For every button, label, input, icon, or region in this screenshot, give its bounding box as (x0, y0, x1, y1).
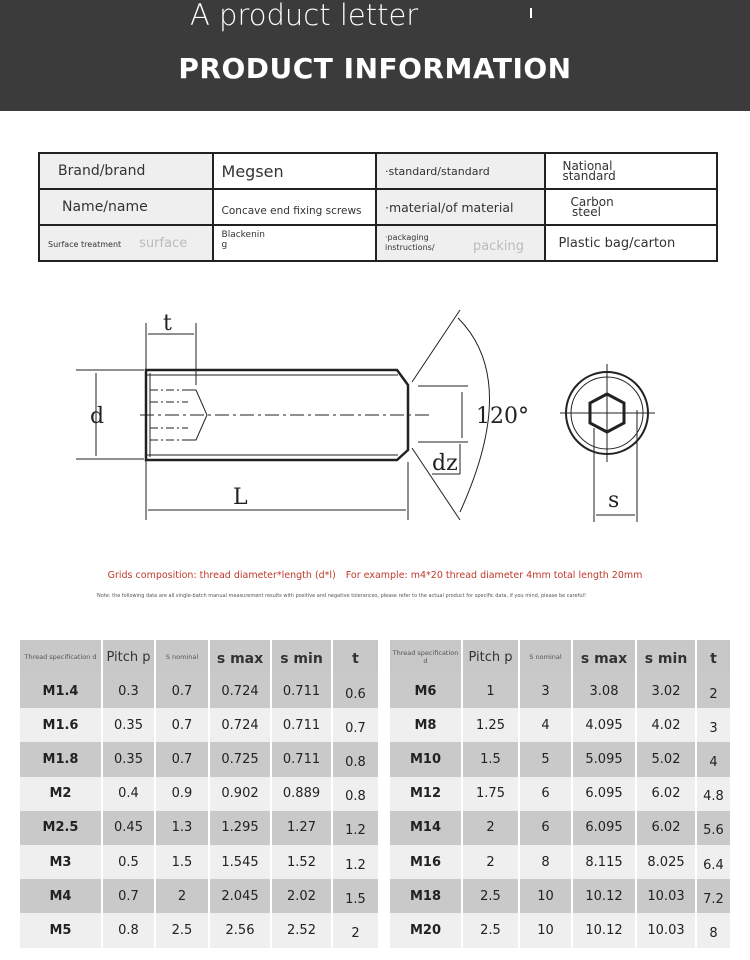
label-d: d (90, 404, 105, 429)
table-cell: 10.12 (573, 913, 637, 947)
table-row (390, 674, 732, 708)
table-cell: 0.711 (272, 708, 333, 742)
table-cell: 3.08 (573, 674, 637, 708)
table-cell: 6.02 (637, 777, 697, 811)
table-cell: 8 (697, 913, 732, 947)
table-row (390, 777, 732, 811)
column-header: Thread specification d (390, 640, 463, 674)
table-cell: M1.6 (20, 708, 103, 742)
table-header-row (390, 640, 732, 674)
label-s: s (608, 488, 620, 513)
table-cell: 4 (520, 708, 573, 742)
spec-label: ·packaging instructions/ packing (376, 225, 546, 261)
table-cell: 0.711 (272, 742, 333, 776)
table-cell: 10.03 (637, 913, 697, 947)
column-header: t (697, 640, 732, 674)
table-row (20, 708, 380, 742)
table-cell: 6 (520, 777, 573, 811)
table-cell: M4 (20, 879, 103, 913)
spec-value: National standard (545, 153, 717, 189)
table-cell: 2.52 (272, 913, 333, 947)
table-cell: 0.4 (103, 777, 156, 811)
table-cell: 2.5 (463, 879, 520, 913)
table-cell: 1.2 (333, 845, 380, 879)
label-t: t (163, 311, 172, 336)
table-cell: 2.56 (210, 913, 272, 947)
table-cell: 2.02 (272, 879, 333, 913)
table-cell: 2.5 (463, 913, 520, 947)
table-cell: 0.724 (210, 674, 272, 708)
table-cell: 10.03 (637, 879, 697, 913)
table-cell: M3 (20, 845, 103, 879)
table-cell: 1.295 (210, 811, 272, 845)
table-header-row (20, 640, 380, 674)
column-header: s max (573, 640, 637, 674)
table-cell: 2 (463, 811, 520, 845)
spec-label: Surface treatment surface (39, 225, 213, 261)
table-cell: 4.02 (637, 708, 697, 742)
table-cell: 0.725 (210, 742, 272, 776)
table-cell: 5.6 (697, 811, 732, 845)
table-cell: 0.711 (272, 674, 333, 708)
table-cell: 6.095 (573, 777, 637, 811)
spec-label: ·standard/standard (376, 153, 546, 189)
table-cell: 2.045 (210, 879, 272, 913)
spec-label: Name/name (39, 189, 213, 225)
table-cell: 7.2 (697, 879, 732, 913)
table-cell: M8 (390, 708, 463, 742)
label-angle: 120° (476, 404, 529, 429)
table-cell: 1.545 (210, 845, 272, 879)
spec-label: Brand/brand (39, 153, 213, 189)
header-title: A product letter (190, 0, 419, 32)
spec-value: Plastic bag/carton (545, 225, 717, 261)
table-cell: 1.52 (272, 845, 333, 879)
table-cell: 0.5 (103, 845, 156, 879)
table-row (20, 811, 380, 845)
table-cell: 0.9 (156, 777, 210, 811)
table-row (20, 879, 380, 913)
table-row (20, 777, 380, 811)
table-row (390, 913, 732, 947)
table-cell: M12 (390, 777, 463, 811)
table-cell: M1.8 (20, 742, 103, 776)
table-cell: 0.35 (103, 708, 156, 742)
table-cell: 0.6 (333, 674, 380, 708)
table-cell: M20 (390, 913, 463, 947)
table-row (390, 845, 732, 879)
column-header: Thread specification d (20, 640, 103, 674)
table-cell: 6.4 (697, 845, 732, 879)
table-cell: 0.7 (333, 708, 380, 742)
table-cell: M2 (20, 777, 103, 811)
table-cell: 2 (156, 879, 210, 913)
table-cell: 8.025 (637, 845, 697, 879)
table-cell: 0.8 (103, 913, 156, 947)
table-cell: 2.5 (156, 913, 210, 947)
table-row (20, 913, 380, 947)
table-cell: 1.27 (272, 811, 333, 845)
table-cell: M2.5 (20, 811, 103, 845)
table-cell: 0.3 (103, 674, 156, 708)
table-cell: 4 (697, 742, 732, 776)
table-cell: M6 (390, 674, 463, 708)
table-cell: 0.7 (156, 674, 210, 708)
table-cell: 6 (520, 811, 573, 845)
table-cell: 5 (520, 742, 573, 776)
spec-value: Megsen (213, 153, 376, 189)
table-cell: 0.7 (103, 879, 156, 913)
table-cell: 2 (463, 845, 520, 879)
table-cell: 1.3 (156, 811, 210, 845)
table-cell: 0.8 (333, 742, 380, 776)
table-cell: 4.095 (573, 708, 637, 742)
table-row (390, 708, 732, 742)
column-header: S nominal (156, 640, 210, 674)
table-cell: M5 (20, 913, 103, 947)
table-cell: M1.4 (20, 674, 103, 708)
column-header: Pitch p (103, 640, 156, 674)
table-cell: 0.889 (272, 777, 333, 811)
table-cell: 1.2 (333, 811, 380, 845)
table-row (20, 674, 380, 708)
spec-data-table-left (20, 640, 380, 948)
table-cell: 0.7 (156, 708, 210, 742)
table-cell: 10 (520, 913, 573, 947)
table-cell: 0.8 (333, 777, 380, 811)
table-cell: M14 (390, 811, 463, 845)
table-cell: 3 (697, 708, 732, 742)
spec-value: Blackenin g (213, 225, 376, 261)
spec-value: Carbon steel (545, 189, 717, 225)
table-cell: 1.75 (463, 777, 520, 811)
table-cell: 8 (520, 845, 573, 879)
table-cell: 0.724 (210, 708, 272, 742)
column-header: s min (637, 640, 697, 674)
table-cell: 0.35 (103, 742, 156, 776)
table-cell: 10.12 (573, 879, 637, 913)
column-header: Pitch p (463, 640, 520, 674)
column-header: S nominal (520, 640, 573, 674)
table-cell: 10 (520, 879, 573, 913)
label-L: L (233, 485, 248, 510)
table-cell: 2 (697, 674, 732, 708)
table-row (20, 845, 380, 879)
table-cell: 5.02 (637, 742, 697, 776)
table-cell: 6.02 (637, 811, 697, 845)
spec-value: Concave end fixing screws (213, 189, 376, 225)
table-cell: M16 (390, 845, 463, 879)
grid-note: Grids composition: thread diameter*length (d*l) For example: m4*20 thread diameter 4mm total length 20mm (107, 570, 643, 581)
table-cell: 5.095 (573, 742, 637, 776)
table-cell: 1.5 (463, 742, 520, 776)
table-cell: 1.5 (333, 879, 380, 913)
table-cell: 6.095 (573, 811, 637, 845)
table-cell: 3.02 (637, 674, 697, 708)
table-cell: 0.902 (210, 777, 272, 811)
table-row (390, 879, 732, 913)
disclaimer-note: Note: the following data are all single-batch manual measurement results with positive and negative tolerances, please refer to the actual product for specific data, if you mind, please be careful! (97, 593, 586, 599)
table-cell: M18 (390, 879, 463, 913)
table-row (20, 742, 380, 776)
table-cell: 4.8 (697, 777, 732, 811)
table-cell: 2 (333, 913, 380, 947)
table-cell: 0.45 (103, 811, 156, 845)
table-cell: 3 (520, 674, 573, 708)
label-dz: dz (432, 451, 458, 476)
spec-label: ·material/of material (376, 189, 546, 225)
column-header: s min (272, 640, 333, 674)
column-header: t (333, 640, 380, 674)
table-cell: 0.7 (156, 742, 210, 776)
table-cell: M10 (390, 742, 463, 776)
column-header: s max (210, 640, 272, 674)
table-row (390, 811, 732, 845)
table-row (390, 742, 732, 776)
spec-data-table-right (390, 640, 732, 948)
table-cell: 1.25 (463, 708, 520, 742)
header-subtitle: PRODUCT INFORMATION (178, 52, 572, 85)
table-cell: 1 (463, 674, 520, 708)
table-cell: 1.5 (156, 845, 210, 879)
table-cell: 8.115 (573, 845, 637, 879)
